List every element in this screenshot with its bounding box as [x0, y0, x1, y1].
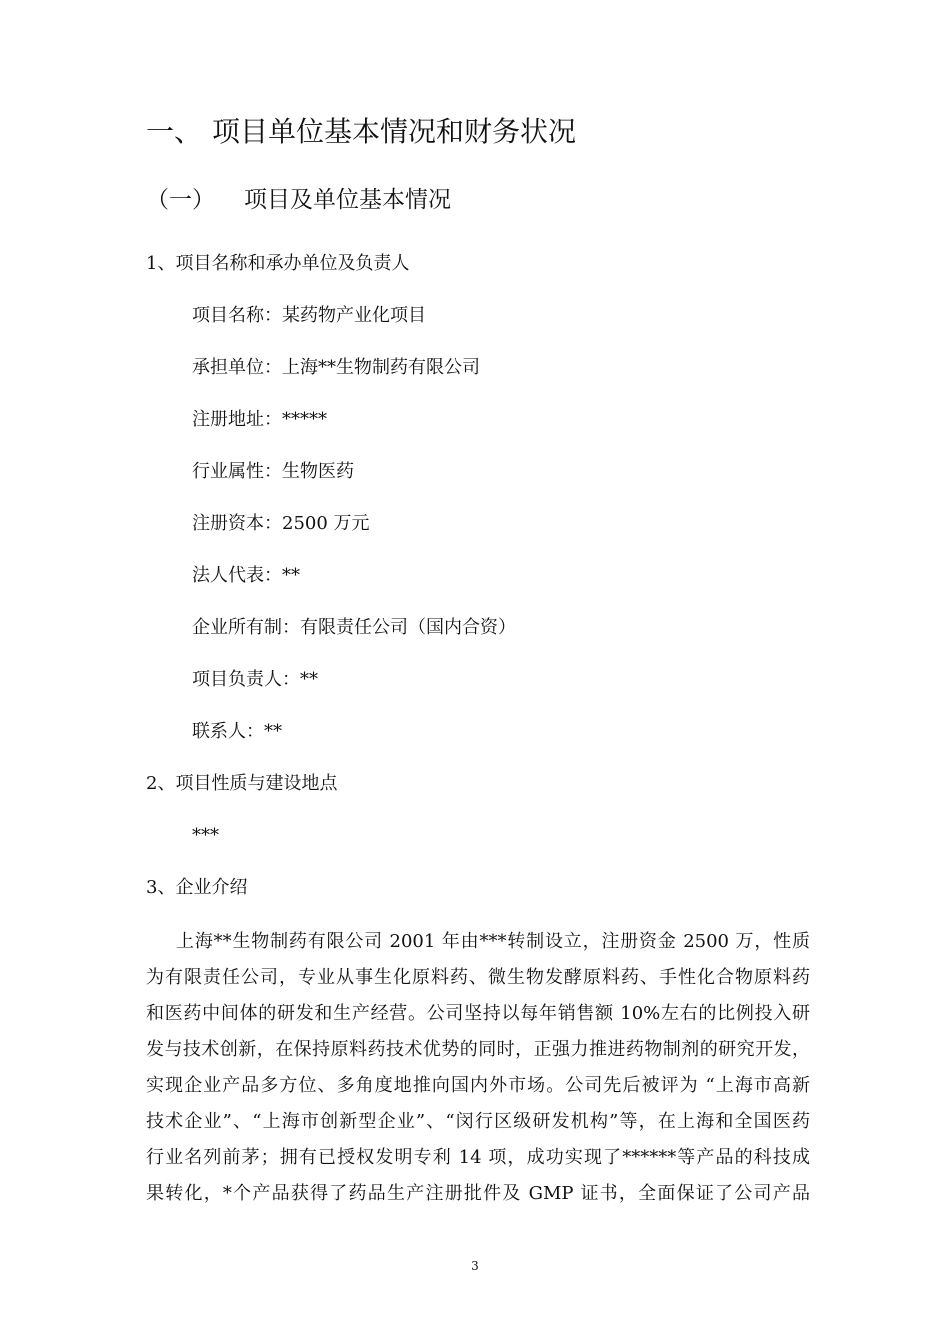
info-item-registered-address: 注册地址：***** [192, 409, 327, 430]
paragraph-line: 果转化，*个产品获得了药品生产注册批件及 GMP 证书，全面保证了公司产品 [146, 1183, 810, 1204]
paragraph-line: 实现企业产品多方位、多角度地推向国内外市场。公司先后被评为 “上海市高新 [146, 1075, 810, 1096]
paragraph-line: 技术企业”、“上海市创新型企业”、“闵行区级研发机构”等，在上海和全国医药 [146, 1111, 810, 1132]
page-number: 3 [471, 1259, 479, 1273]
info-item-registered-capital: 注册资本：2500 万元 [192, 513, 370, 534]
heading-1-number: 一、 [146, 115, 203, 148]
section-1-title: 1、项目名称和承办单位及负责人 [146, 253, 410, 274]
info-item-contact: 联系人：** [192, 721, 282, 742]
paragraph-line: 为有限责任公司，专业从事生化原料药、微生物发酵原料药、手性化合物原料药 [146, 967, 810, 988]
heading-2-text: 项目及单位基本情况 [244, 187, 451, 213]
paragraph-line: 发与技术创新，在保持原料药技术优势的同时，正强力推进药物制剂的研究开发， [146, 1039, 810, 1060]
heading-level-2 [146, 180, 451, 220]
section-2-content: *** [192, 825, 219, 846]
heading-level-1 [146, 108, 576, 156]
info-item-ownership: 企业所有制：有限责任公司（国内合资） [192, 617, 516, 638]
info-item-undertaking-unit: 承担单位：上海**生物制药有限公司 [192, 357, 480, 378]
paragraph-line: 上海**生物制药有限公司 2001 年由***转制设立，注册资金 2500 万，性质 [176, 931, 810, 952]
heading-1-text: 项目单位基本情况和财务状况 [212, 115, 577, 148]
company-intro-paragraph [146, 924, 810, 1212]
info-item-project-leader: 项目负责人：** [192, 669, 318, 690]
info-item-legal-representative: 法人代表：** [192, 565, 300, 586]
section-2-title: 2、项目性质与建设地点 [146, 773, 338, 794]
heading-2-number: （一） [146, 187, 215, 213]
info-item-project-name: 项目名称：某药物产业化项目 [192, 305, 426, 326]
paragraph-line: 和医药中间体的研发和生产经营。公司坚持以每年销售额 10%左右的比例投入研 [146, 1003, 810, 1024]
info-item-industry: 行业属性：生物医药 [192, 461, 354, 482]
section-3-title: 3、企业介绍 [146, 877, 248, 898]
paragraph-line: 行业名列前茅；拥有已授权发明专利 14 项，成功实现了******等产品的科技成 [146, 1147, 810, 1168]
